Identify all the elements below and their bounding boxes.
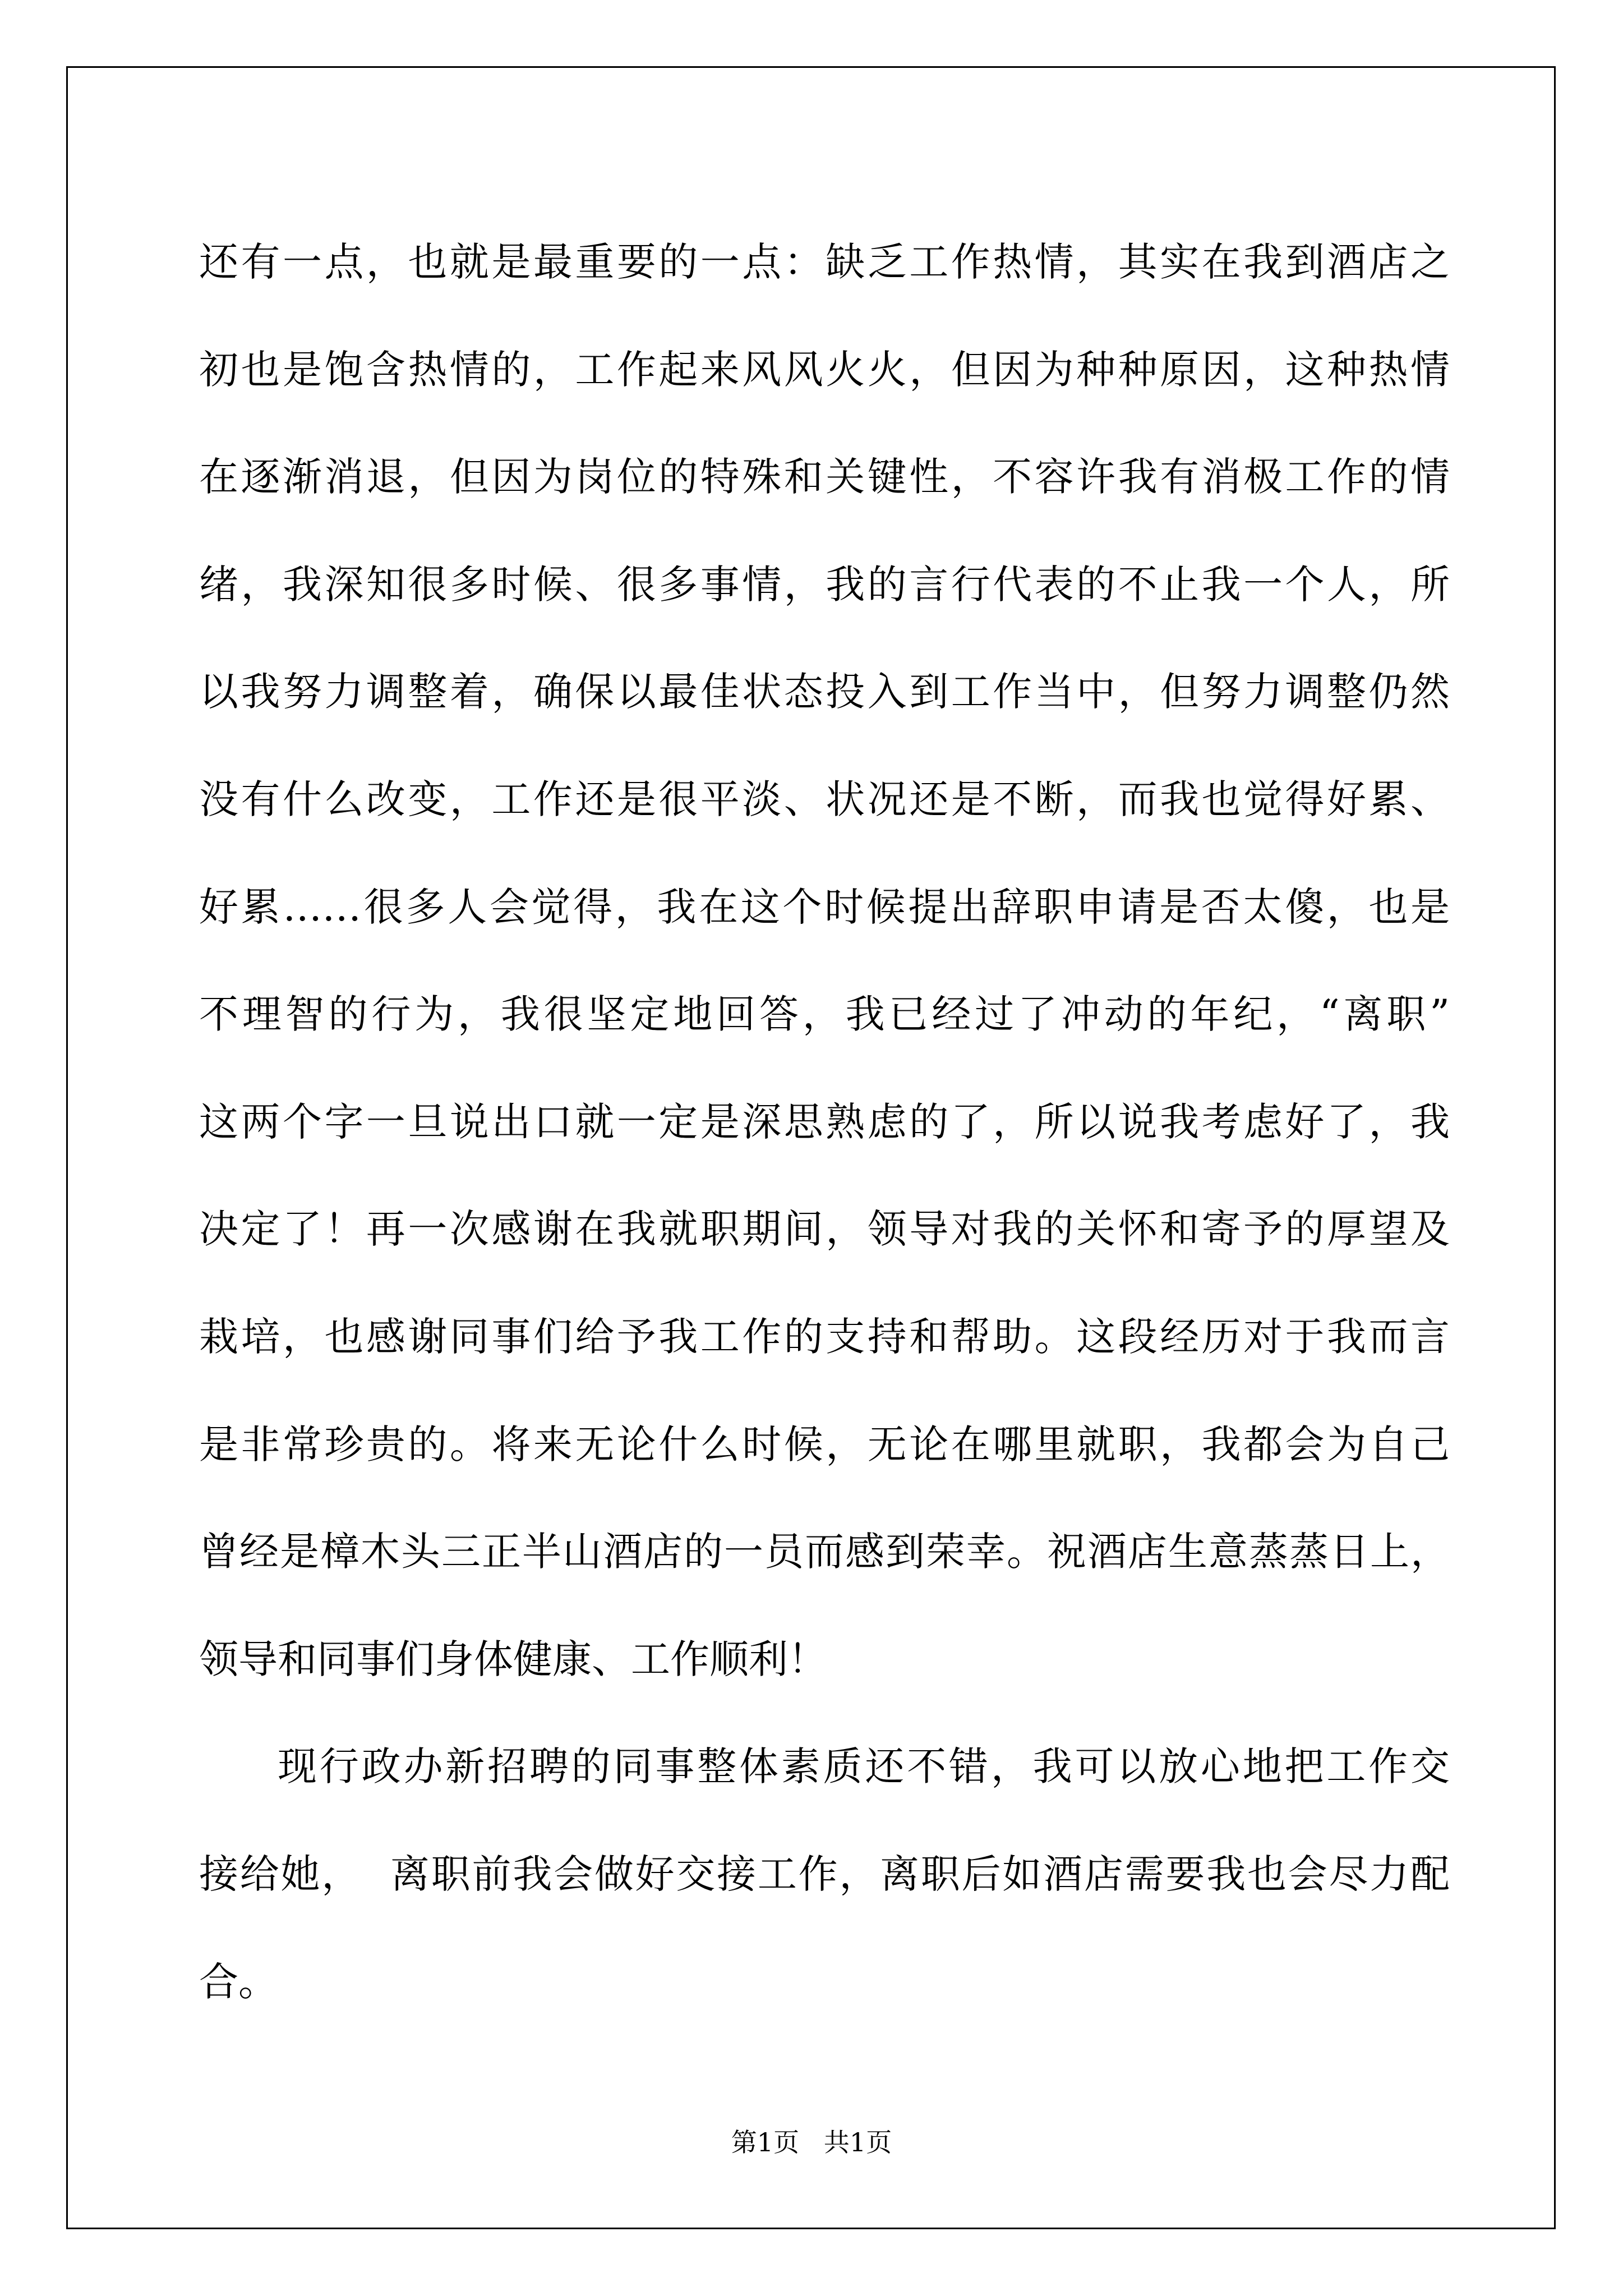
- text-line: 是非常珍贵的。将来无论什么时候，无论在哪里就职，我都会为自己: [199, 1421, 1450, 1467]
- text-line: 合。: [199, 1958, 278, 2005]
- text-line: 领导和同事们身体健康、工作顺利！: [199, 1636, 827, 1682]
- text-line: 好累……很多人会觉得，我在这个时候提出辞职申请是否太傻，也是: [199, 884, 1450, 930]
- text-line: 现行政办新招聘的同事整体素质还不错，我可以放心地把工作交: [278, 1743, 1450, 1790]
- text-line: 曾经是樟木头三正半山酒店的一员而感到荣幸。祝酒店生意蒸蒸日上，: [199, 1529, 1450, 1575]
- paragraph-1: [199, 209, 1450, 1713]
- page-footer: 第1页 共1页: [731, 2127, 892, 2157]
- text-line: 在逐渐消退，但因为岗位的特殊和关键性，不容许我有消极工作的情: [199, 454, 1450, 500]
- text-line: 初也是饱含热情的，工作起来风风火火，但因为种种原因，这种热情: [199, 346, 1450, 393]
- document-body: [199, 209, 1450, 2036]
- text-line: 绪，我深知很多时候、很多事情，我的言行代表的不止我一个人，所: [199, 561, 1450, 608]
- paragraph-2: [199, 1713, 1450, 2036]
- text-line: 栽培，也感谢同事们给予我工作的支持和帮助。这段经历对于我而言: [199, 1313, 1450, 1360]
- text-line: 决定了！再一次感谢在我就职期间，领导对我的关怀和寄予的厚望及: [199, 1206, 1450, 1253]
- text-line: 不理智的行为，我很坚定地回答，我已经过了冲动的年纪，“离职”: [199, 991, 1450, 1038]
- text-line: 接给她， 离职前我会做好交接工作，离职后如酒店需要我也会尽力配: [199, 1851, 1450, 1897]
- text-line: 以我努力调整着，确保以最佳状态投入到工作当中，但努力调整仍然: [199, 669, 1450, 715]
- text-line: 这两个字一旦说出口就一定是深思熟虑的了，所以说我考虑好了，我: [199, 1098, 1450, 1145]
- text-line: 没有什么改变，工作还是很平淡、状况还是不断，而我也觉得好累、: [199, 776, 1450, 822]
- text-line: 还有一点，也就是最重要的一点：缺乏工作热情，其实在我到酒店之: [199, 239, 1450, 285]
